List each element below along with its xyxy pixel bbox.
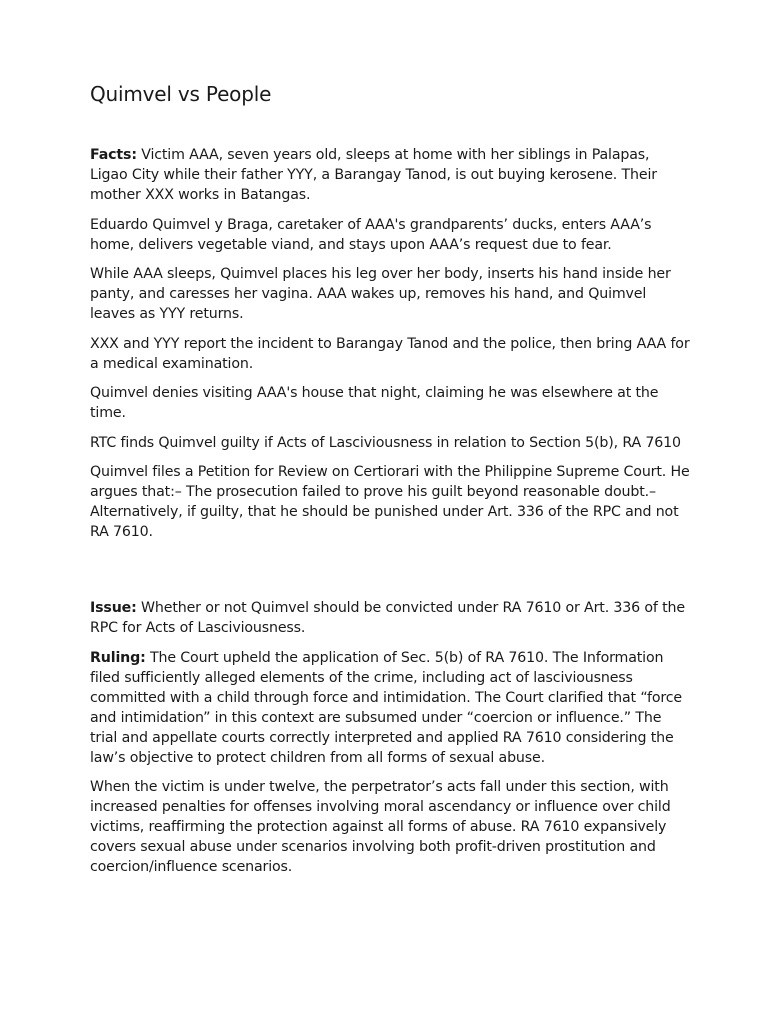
paragraph-denial: Quimvel denies visiting AAA's house that night, claiming he was elsewhere at the time. <box>90 385 659 421</box>
issue-label: Issue: <box>90 600 137 616</box>
issue-text: Whether or not Quimvel should be convicted under RA 7610 or Art. 336 of the RPC for Acts of Lasciviousness. <box>90 600 685 636</box>
closing-paragraph: When the victim is under twelve, the perpetrator’s acts fall under this section, with increased penalties for offenses involving moral ascendancy or influence over child victims, reaffirming the protection against all forms of abuse. RA 7610 expansively covers sexual abuse under scenarios involving both profit-driven prostitution and coercion/influence scenarios. <box>90 779 671 875</box>
facts-section <box>90 145 690 552</box>
issue-ruling-section <box>90 598 690 887</box>
facts-label: Facts: <box>90 147 137 163</box>
document-title: Quimvel vs People <box>90 82 272 106</box>
issue-paragraph <box>90 598 690 638</box>
paragraph-report: XXX and YYY report the incident to Barangay Tanod and the police, then bring AAA for a medical examination. <box>90 335 690 372</box>
paragraph-petition: Quimvel files a Petition for Review on Certiorari with the Philippine Supreme Court. He argues that:– The prosecution failed to prove his guilt beyond reasonable doubt.– Alternatively, if guilty, that he should be punished under Art. 336 of the RPC and not RA 7610. <box>90 464 690 540</box>
ruling-label: Ruling: <box>90 649 146 666</box>
facts-paragraph <box>90 145 690 205</box>
paragraph-caretaker: Eduardo Quimvel y Braga, caretaker of AAA's grandparents’ ducks, enters AAA’s home, delivers vegetable viand, and stays upon AAA’s request due to fear. <box>90 216 652 253</box>
ruling-paragraph <box>90 648 690 768</box>
facts-text: Victim AAA, seven years old, sleeps at home with her siblings in Palapas, Ligao City while their father YYY, a Barangay Tanod, is out buying kerosene. Their mother XXX works in Batangas. <box>90 147 657 203</box>
paragraph-incident: While AAA sleeps, Quimvel places his leg over her body, inserts his hand inside her panty, and caresses her vagina. AAA wakes up, removes his hand, and Quimvel leaves as YYY returns. <box>90 266 671 322</box>
paragraph-rtc: RTC finds Quimvel guilty if Acts of Lasciviousness in relation to Section 5(b), RA 7610 <box>90 434 681 451</box>
ruling-text: The Court upheld the application of Sec. 5(b) of RA 7610. The Information filed sufficiently alleged elements of the crime, including act of lasciviousness committed with a child through force and intimidation. The Court clarified that “force and intimidation” in this context are subsumed under “coercion or influence.” The trial and appellate courts correctly interpreted and applied RA 7610 considering the law’s objective to protect children from all forms of sexual abuse. <box>90 649 682 766</box>
